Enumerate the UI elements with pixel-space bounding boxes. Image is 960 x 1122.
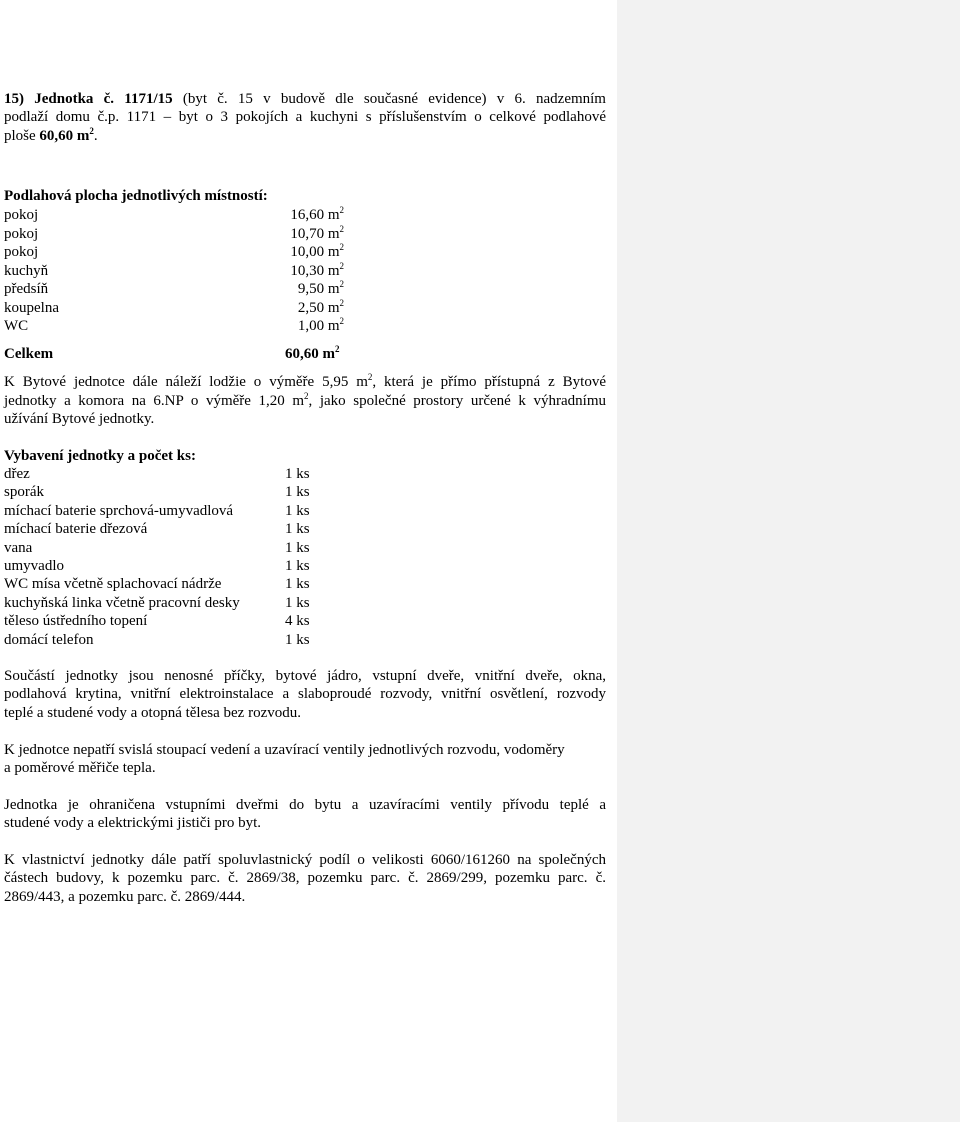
- loggia-line-1: K Bytové jednotce dále náleží lodžie o výměře 5,95 $m^2$, která je přímo přístupná z Bytové: [4, 372, 606, 390]
- paragraph-2-line-1: K jednotce nepatří svislá stoupací vedení a uzavírací ventily jednotlivých rozvodu, vodoměry: [4, 742, 565, 758]
- equipment-item-name: míchací baterie dřezová: [4, 521, 148, 537]
- room-area: 9,50 $m^2$: [297, 279, 344, 297]
- room-name: koupelna: [4, 300, 59, 316]
- paragraph-4-line-3: 2869/443, a pozemku parc. č. 2869/444.: [4, 889, 246, 905]
- room-name: pokoj: [4, 226, 39, 242]
- equipment-item-count: 1 ks: [285, 595, 310, 611]
- room-name: pokoj: [4, 207, 39, 223]
- paragraph-4-line-2: částech budovy, k pozemku parc. č. 2869/38, pozemku parc. č. 2869/299, pozemku parc. č.: [4, 870, 606, 886]
- loggia-line-2: jednotky a komora na 6.NP o výměře 1,20 $m^2$, jako společné prostory určené k výhradnímu: [4, 391, 606, 409]
- room-area: 1,00 $m^2$: [297, 316, 344, 334]
- paragraph-4-line-1: K vlastnictví jednotky dále patří spoluvlastnický podíl o velikosti 6060/161260 na společných: [4, 852, 606, 868]
- equipment-item-name: míchací baterie sprchová-umyvadlová: [4, 503, 234, 519]
- unit-title: 15) Jednotka č. 1171/15: [4, 91, 173, 107]
- equipment-item-count: 1 ks: [285, 540, 310, 556]
- room-area: 10,30 $m^2$: [290, 261, 344, 279]
- equipment-item-count: 1 ks: [285, 466, 310, 482]
- right-margin-panel: [617, 0, 960, 1122]
- heading-line-1: [4, 90, 606, 108]
- equipment-item-name: umyvadlo: [4, 558, 64, 574]
- paragraph-3-line-2: studené vody a elektrickými jističi pro byt.: [4, 815, 262, 831]
- equipment-item-count: 1 ks: [285, 576, 310, 592]
- equipment-item-count: 1 ks: [285, 632, 310, 648]
- paragraph-1-line-3: teplé a studené vody a otopná tělesa bez rozvodu.: [4, 705, 301, 721]
- equipment-item-count: 1 ks: [285, 484, 310, 500]
- heading-text: (byt č. 15 v budově dle současné evidence) v 6. nadzemním: [172, 91, 606, 107]
- paragraph-2-line-2: a poměrové měřiče tepla.: [4, 760, 156, 776]
- equipment-item-name: kuchyňská linka včetně pracovní desky: [4, 595, 240, 611]
- room-name: předsíň: [4, 281, 49, 297]
- paragraph-1-line-1: Součástí jednotky jsou nenosné příčky, bytové jádro, vstupní dveře, vnitřní dveře, okna,: [4, 668, 606, 684]
- equipment-item-count: 1 ks: [285, 558, 310, 574]
- total-value: 60,60 $m^2$: [285, 344, 340, 362]
- equipment-item-count: 1 ks: [285, 521, 310, 537]
- equipment-item-name: WC mísa včetně splachovací nádrže: [4, 576, 222, 592]
- room-area: 2,50 $m^2$: [297, 298, 344, 316]
- room-name: WC: [4, 318, 29, 334]
- heading-line-2: podlaží domu č.p. 1171 – byt o 3 pokojích a kuchyni s příslušenstvím o celkové podlahové: [4, 109, 606, 125]
- equipment-title: Vybavení jednotky a počet ks:: [4, 448, 196, 464]
- equipment-item-name: těleso ústředního topení: [4, 613, 148, 629]
- room-area: 16,60 $m^2$: [290, 205, 344, 223]
- floor-area-title: Podlahová plocha jednotlivých místností:: [4, 188, 268, 204]
- room-area: 10,00 $m^2$: [290, 242, 344, 260]
- equipment-item-name: dřez: [4, 466, 30, 482]
- equipment-item-name: domácí telefon: [4, 632, 94, 648]
- paragraph-3-line-1: Jednotka je ohraničena vstupními dveřmi do bytu a uzavíracími ventily přívodu teplé a: [4, 797, 606, 813]
- total-area: 60,60 $m^2$: [39, 126, 94, 144]
- paragraph-1-line-2: podlahová krytina, vnitřní elektroinstalace a slaboproudé rozvody, vnitřní osvětlení, rozvody: [4, 686, 606, 702]
- equipment-item-name: vana: [4, 540, 33, 556]
- equipment-item-count: 1 ks: [285, 503, 310, 519]
- heading-text: .: [93, 128, 98, 144]
- heading-text: ploše: [4, 128, 40, 144]
- heading-line-3: [4, 127, 98, 145]
- total-label: Celkem: [4, 346, 54, 362]
- equipment-item-count: 4 ks: [285, 613, 310, 629]
- room-name: kuchyň: [4, 263, 49, 279]
- loggia-line-3: užívání Bytové jednotky.: [4, 411, 155, 427]
- equipment-item-name: sporák: [4, 484, 44, 500]
- room-area: 10,70 $m^2$: [290, 224, 344, 242]
- room-name: pokoj: [4, 244, 39, 260]
